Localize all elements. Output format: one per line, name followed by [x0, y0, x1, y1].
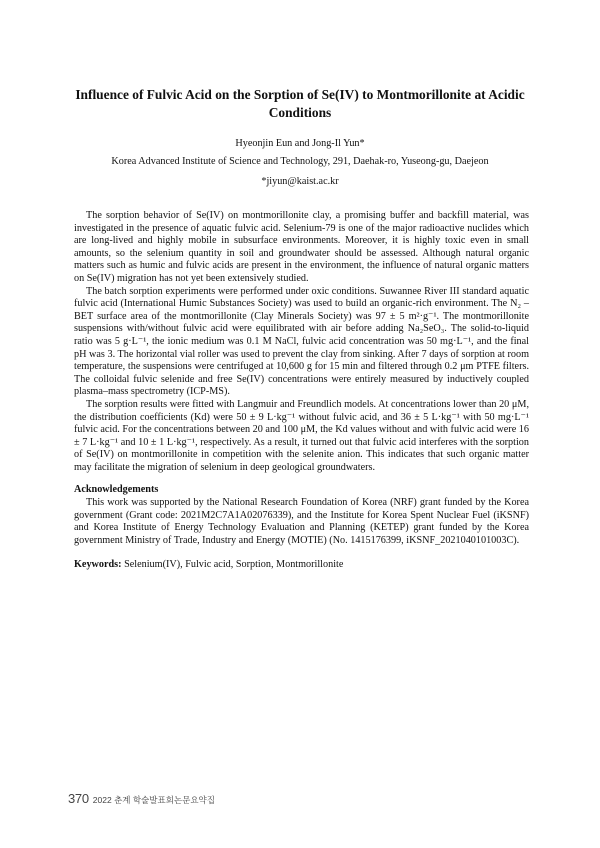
- paper-affiliation: Korea Advanced Institute of Science and Technology, 291, Daehak-ro, Yuseong-gu, Daejeon: [111, 156, 489, 167]
- acknowledgements-heading: Acknowledgements: [74, 484, 159, 496]
- paper-authors: Hyeonjin Eun and Jong-Il Yun*: [235, 138, 365, 149]
- abstract-paragraph-2: The batch sorption experiments were performed under oxic conditions. Suwannee River III standard aquatic fulvic acid (International Humic Substances Society) was used to build an organic-rich environment. The N₂ – BET surface area of the montmorillonite (Clay Minerals Society) was 97 ± 5 m²·g⁻¹. The montmorillonite suspensions with/without fulvic acid were equilibrated with air before adding Na₂SeO₃. The solid-to-liquid ratio was 5 g·L⁻¹, the ionic medium was 0.1 M NaCl, fulvic acid concentration was 50 mg·L⁻¹, and the final pH was 3. The horizontal vial roller was used to prevent the clay from sinking. After 7 days of sorption at room temperature, the suspensions were centrifuged at 10,600 g for 15 min and filtered through 0.2 μm PTFE filters. The colloidal fulvic selenide and free Se(IV) concentrations were entirely measured by inductively coupled plasma–mass spectrometry (ICP-MS).: [74, 285, 529, 398]
- keywords-line: [74, 559, 529, 572]
- keywords-label: Keywords:: [74, 559, 122, 571]
- paper-body: [74, 210, 529, 572]
- author-email: *jiyun@kaist.ac.kr: [261, 176, 339, 187]
- footer-text: 2022 춘계 학술발표회논문요약집: [92, 795, 215, 805]
- acknowledgements-text: This work was supported by the National Research Foundation of Korea (NRF) grant funded by the Korea government (Grant code: 2021M2C7A1A02076339), and the Institute for Korea Spent Nuclear Fuel (iKSNF) and Korea Institute of Energy Technology Evaluation and Planning (KETEP) grant funded by the Korea government Ministry of Trade, Industry and Energy (MOTIE) (No. 1415176399, iKSNF_2021040101003C).: [74, 497, 529, 546]
- abstract-paragraph-1: The sorption behavior of Se(IV) on montmorillonite clay, a promising buffer and backfill material, was investigated in the presence of aquatic fulvic acid. Selenium-79 is one of the major radioactive nuclides which are long-lived and highly mobile in subsurface environments. Moreover, it is highly toxic even in small amounts, so the selenium quantity in soil and groundwater should be assessed. Although natural organic matters such as humic and fulvic acids are present in the environment, the influence of natural organic matters on Se(IV) migration has not yet been extensively studied.: [74, 210, 529, 284]
- page-footer: [68, 790, 215, 808]
- keywords-value: Selenium(IV), Fulvic acid, Sorption, Montmorillonite: [124, 559, 344, 571]
- paper-title: Influence of Fulvic Acid on the Sorption of Se(IV) to Montmorillonite at Acidic Conditions: [75, 87, 525, 120]
- page-number: 370: [68, 791, 89, 806]
- abstract-paragraph-3: The sorption results were fitted with Langmuir and Freundlich models. At concentrations lower than 20 μM, the distribution coefficients (Kd) were 50 ± 9 L·kg⁻¹ without fulvic acid, and 36 ± 5 L·kg⁻¹ with 50 mg·L⁻¹ fulvic acid. For the concentrations between 20 and 100 μM, the Kd values without and with fulvic acid were 16 ± 7 L·kg⁻¹ and 10 ± 1 L·kg⁻¹, respectively. As a result, it turned out that fulvic acid interferes with the sorption of Se(IV) on montmorillonite in competition with the selenite anion. This indicates that such organic matter may facilitate the migration of selenium in deep geological groundwaters.: [74, 398, 529, 473]
